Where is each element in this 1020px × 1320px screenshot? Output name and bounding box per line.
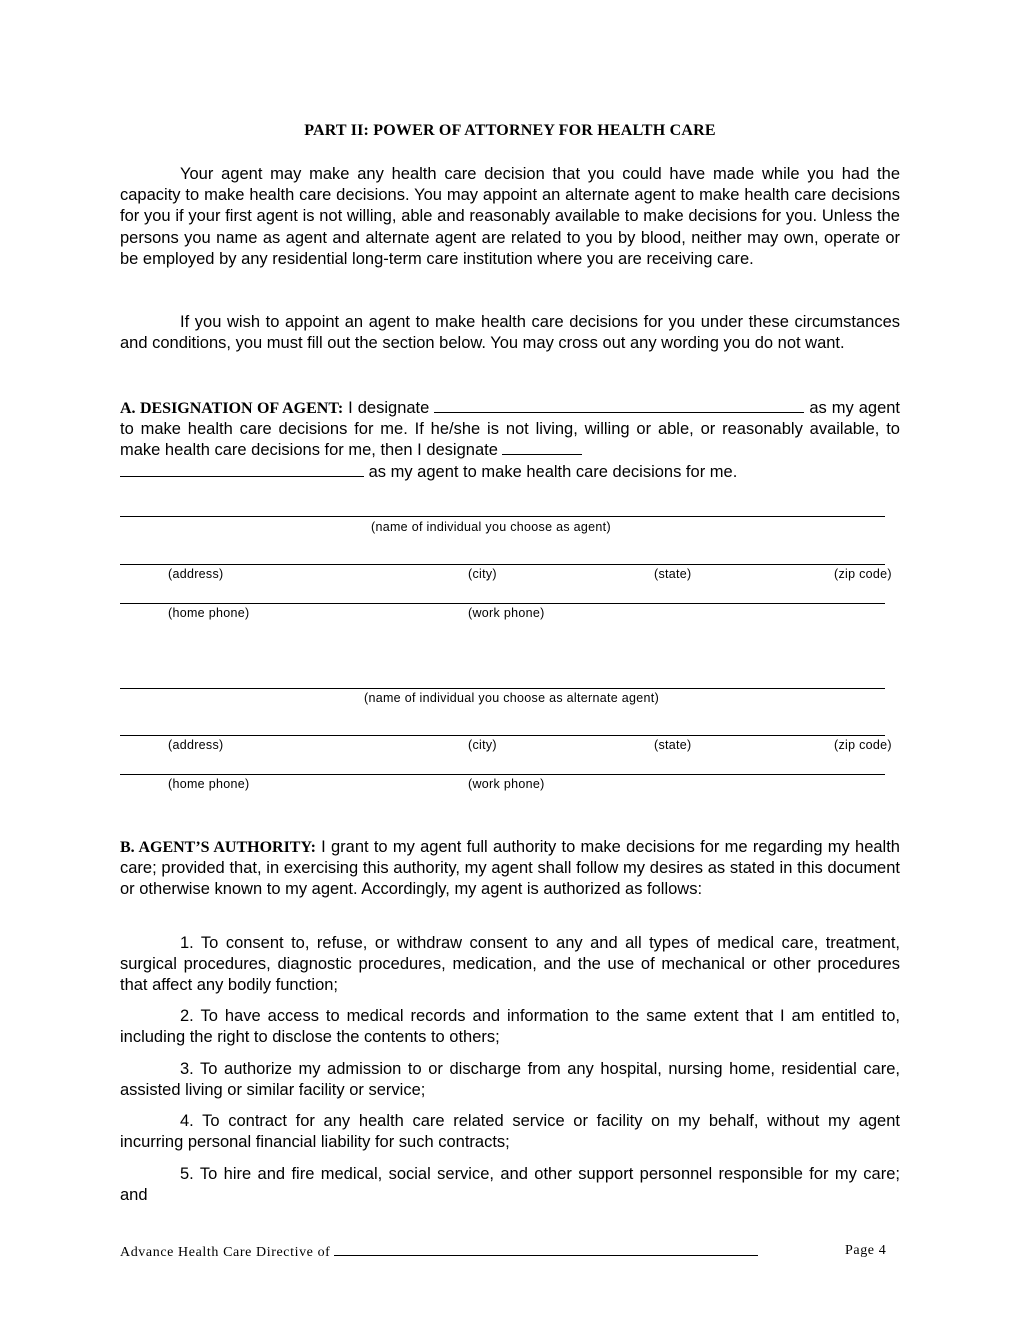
agent-authority-section [120, 837, 900, 901]
agent-authority-text: I grant to my agent full authority to make decisions for me regarding my health care; provided that, in exercising this authority, my agent shall follow my desires as stated in this document or otherwise known to my agent. Accordingly, my agent is authorized as follows: [120, 838, 900, 899]
authority-item-4-text: 4. To contract for any health care related service or facility on my behalf, without my agent incurring personal financial liability for such contracts; [120, 1112, 900, 1152]
agent-authority-heading: B. AGENT’S AUTHORITY: [120, 839, 316, 856]
authority-item-3-text: 3. To authorize my admission to or discharge from any hospital, nursing home, residential care, assisted living or similar facility or service; [120, 1060, 900, 1100]
authority-item-1-text: 1. To consent to, refuse, or withdraw consent to any and all types of medical care, treatment, surgical procedures, diagnostic procedures, medication, and the use of mechanical or other procedures that affect any bodily function; [120, 934, 900, 995]
agent-home-phone-caption: (home phone) [168, 606, 250, 620]
footer-left-text: Advance Health Care Directive of [120, 1245, 331, 1260]
alternate-designee-field-part-1[interactable] [502, 440, 582, 455]
alternate-agent-phone-line[interactable] [120, 774, 885, 775]
agent-city-caption: (city) [468, 567, 497, 581]
page-number: Page 4 [845, 1243, 887, 1258]
alternate-agent-state-caption: (state) [654, 738, 692, 752]
alternate-agent-address-line[interactable] [120, 735, 885, 736]
authority-item-2 [120, 1006, 900, 1048]
intro-paragraph-2-text: If you wish to appoint an agent to make health care decisions for you under these circumstances and conditions, you must fill out the section below. You may cross out any wording you do not want. [120, 313, 900, 353]
alternate-agent-zip-caption: (zip code) [834, 738, 892, 752]
agent-zip-caption: (zip code) [834, 567, 892, 581]
authority-item-1 [120, 933, 900, 997]
agent-work-phone-caption: (work phone) [468, 606, 545, 620]
intro-paragraph-1-text: Your agent may make any health care decision that you could have made while you had the capacity to make health care decisions. You may appoint an alternate agent to make health care decisions for you if your first agent is not willing, able and reasonably available to make decisions for you. Unless the persons you name as agent and alternate agent are related to you by blood, neither may own, operate or be employed by any residential long-term care institution where you are receiving care. [120, 165, 900, 268]
authority-item-5 [120, 1164, 900, 1206]
alternate-designee-field-part-2[interactable] [120, 462, 364, 477]
alternate-agent-name-caption: (name of individual you choose as alternate agent) [364, 691, 660, 705]
agent-designee-field[interactable] [434, 398, 804, 413]
agent-state-caption: (state) [654, 567, 692, 581]
agent-phone-line[interactable] [120, 603, 885, 604]
designation-text-3: as my agent to make health care decisions for me. [368, 462, 738, 481]
authority-item-4 [120, 1111, 900, 1153]
designation-heading: A. DESIGNATION OF AGENT: [120, 400, 344, 417]
authority-item-2-text: 2. To have access to medical records and information to the same extent that I am entitled to, including the right to disclose the contents to others; [120, 1007, 900, 1047]
designation-text-2: as my agent to make health care decisions for me. If he/she is not living, willing or able, or reasonably available, to make health care decisions for me, then I designate [120, 399, 901, 460]
page-title: PART II: POWER OF ATTORNEY FOR HEALTH CARE [304, 122, 716, 139]
designation-of-agent-section [120, 398, 900, 483]
alternate-agent-address-caption: (address) [168, 738, 224, 752]
alternate-agent-name-line[interactable] [120, 688, 885, 689]
agent-address-caption: (address) [168, 567, 224, 581]
designation-text-1: I designate [348, 399, 430, 417]
alternate-agent-city-caption: (city) [468, 738, 497, 752]
agent-name-line[interactable] [120, 516, 885, 517]
agent-name-caption: (name of individual you choose as agent) [371, 520, 611, 534]
alternate-agent-work-phone-caption: (work phone) [468, 777, 545, 791]
footer-directive-label [120, 1243, 758, 1261]
agent-address-line[interactable] [120, 564, 885, 565]
authority-item-5-text: 5. To hire and fire medical, social service, and other support personnel responsible for my care; and [120, 1165, 900, 1205]
footer-name-field[interactable] [334, 1243, 758, 1256]
intro-paragraph-2 [120, 312, 900, 354]
intro-paragraph-1 [120, 164, 900, 270]
authority-item-3 [120, 1059, 900, 1101]
alternate-agent-home-phone-caption: (home phone) [168, 777, 250, 791]
